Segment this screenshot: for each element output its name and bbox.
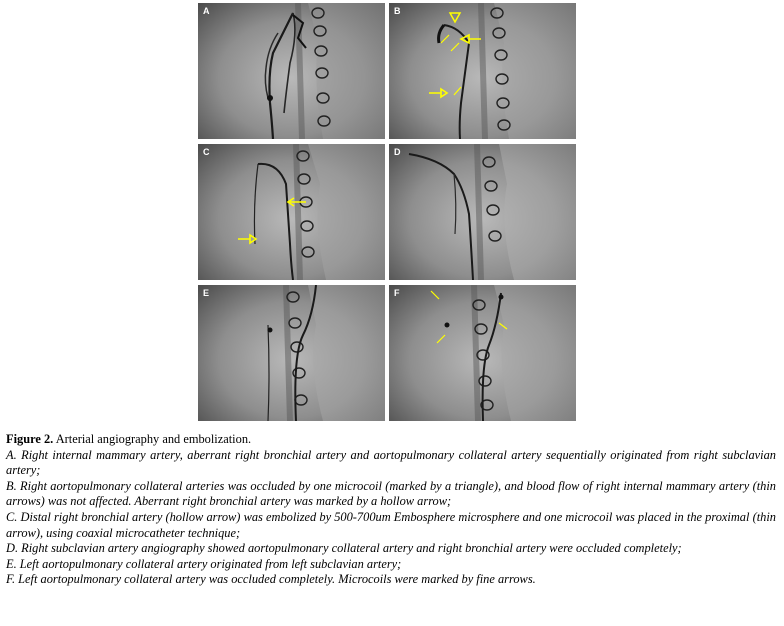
caption-item-b: B. Right aortopulmonary collateral arteries was occluded by one microcoil (marked by a triangle), and blood flow of right internal mammary artery (thin arrows) was not affected. Aberrant right bronchial artery was marked by a hollow arrow; — [6, 478, 776, 509]
hollow-arrow-icon — [429, 89, 447, 97]
fine-arrow-icon — [437, 335, 445, 343]
thin-arrow-icon — [454, 87, 461, 95]
panel-label-f-overlay: F — [394, 288, 400, 298]
angiography-figure-grid — [198, 3, 576, 421]
panel-label-a: A — [203, 6, 210, 16]
annotation-overlay-b — [389, 3, 576, 139]
thin-arrow-icon — [451, 43, 459, 51]
angiography-panel-e — [198, 285, 385, 421]
panel-label-d: D — [394, 147, 401, 157]
caption-title-line — [6, 432, 776, 448]
hollow-arrow-icon — [238, 235, 256, 243]
angiogram-image-e — [198, 285, 385, 421]
angiogram-image-a — [198, 3, 385, 139]
panel-label-c-overlay: C — [203, 147, 210, 157]
figure-caption — [6, 432, 776, 588]
triangle-marker-icon — [450, 13, 460, 22]
caption-item-c: C. Distal right bronchial artery (hollow arrow) was embolized by 500-700um Embosphere microsphere and one microcoil was placed in the proximal (thin arrow), using coaxial microcatheter technique; — [6, 509, 776, 540]
angiography-panel-f — [389, 285, 576, 421]
fine-arrow-icon — [431, 291, 439, 299]
caption-item-d: D. Right subclavian artery angiography showed aortopulmonary collateral artery and right bronchial artery were occluded completely; — [6, 541, 682, 556]
angiography-panel-a — [198, 3, 385, 139]
angiogram-image-d — [389, 144, 576, 280]
fine-arrow-icon — [499, 323, 507, 329]
figure-title: Arterial angiography and embolization. — [55, 432, 252, 446]
caption-item-e: E. Left aortopulmonary collateral artery originated from left subclavian artery; — [6, 556, 402, 571]
caption-item-f: F. Left aortopulmonary collateral artery was occluded completely. Microcoils were marked by fine arrows. — [6, 572, 536, 587]
angiography-panel-c — [198, 144, 385, 280]
hollow-arrow-icon — [461, 35, 481, 43]
panel-label-b-overlay: B — [394, 6, 401, 16]
angiography-panel-d — [389, 144, 576, 280]
annotation-overlay-f — [389, 285, 576, 421]
figure-label: Figure 2. — [6, 432, 54, 446]
annotation-overlay-c — [198, 144, 385, 280]
thin-arrow-icon — [441, 35, 449, 43]
caption-item-a: A. Right internal mammary artery, aberrant right bronchial artery and aortopulmonary collateral artery sequentially originated from right subclavian artery; — [6, 447, 776, 478]
panel-label-e: E — [203, 288, 210, 298]
angiography-panel-b — [389, 3, 576, 139]
thin-arrow-icon — [288, 198, 306, 206]
